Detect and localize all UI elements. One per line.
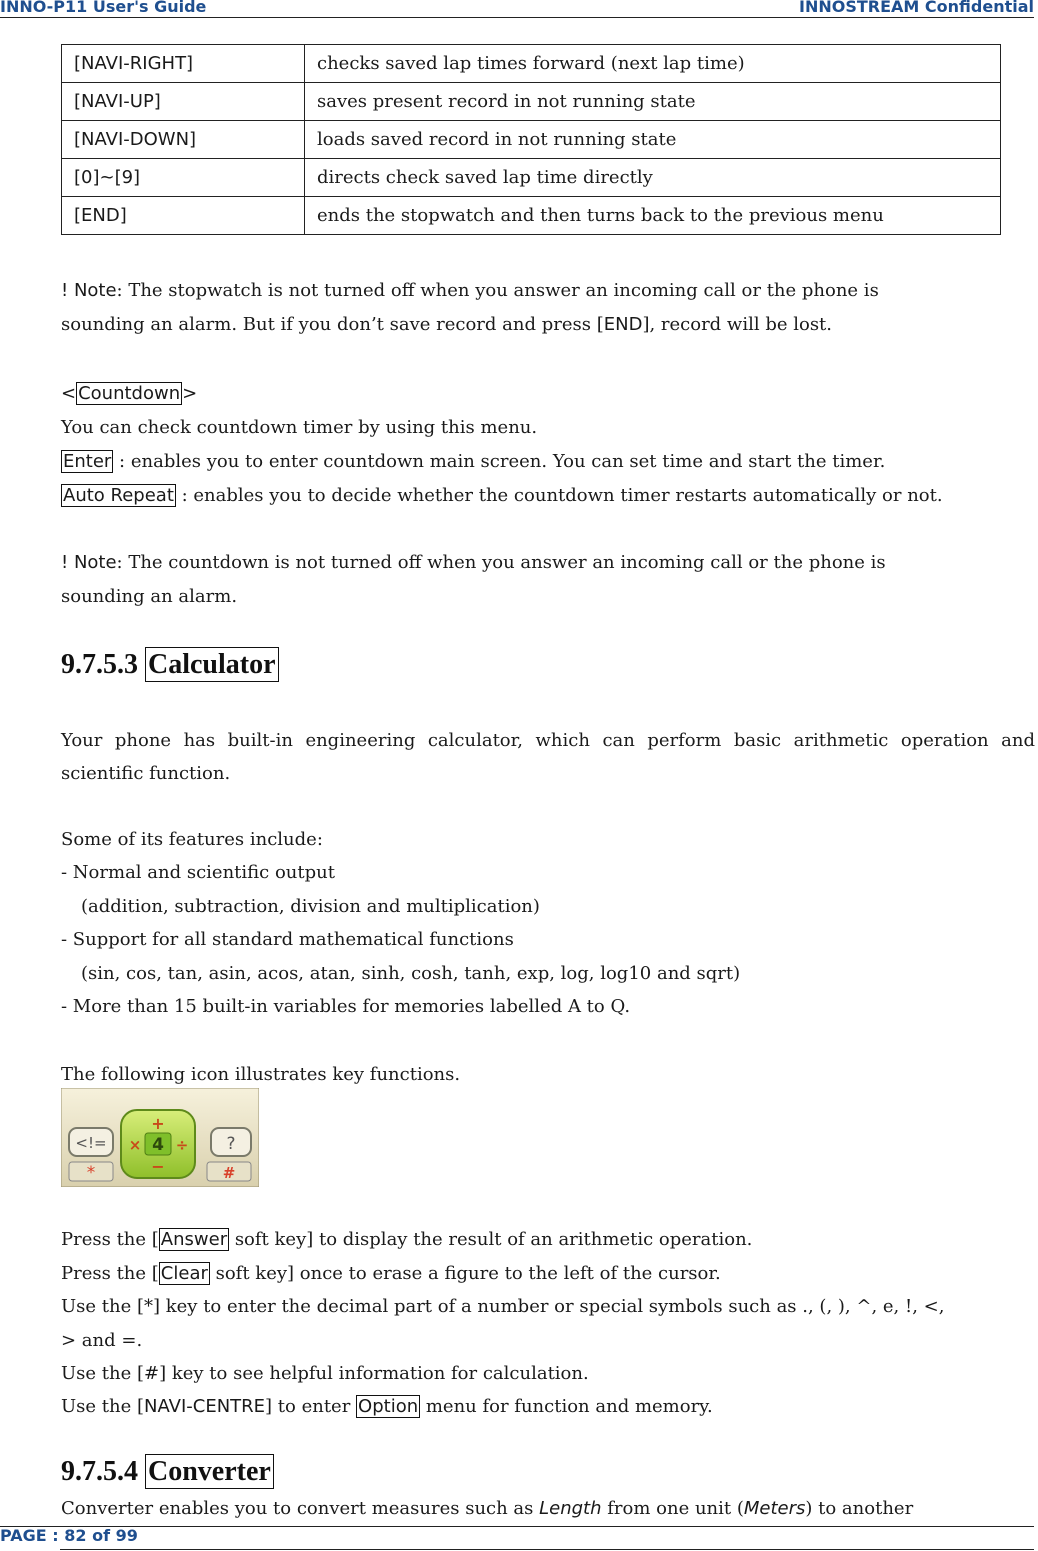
footer-rule [0,1526,1034,1527]
key-cell: [NAVI-UP] [62,83,305,121]
star-instruction-line1: Use the [*] key to enter the decimal part of a number or special symbols such as ., (, ), ^, e, !, <, [61,1296,945,1317]
key-cell: [NAVI-RIGHT] [62,45,305,83]
table-row [62,45,1001,83]
page-header [0,0,1034,18]
table-row [62,83,1001,121]
clear-softkey-label: Clear [160,1263,208,1284]
key-cell: [0]~[9] [62,159,305,197]
table-row [62,197,1001,235]
features-intro: Some of its features include: [61,829,323,850]
feature-item: - Normal and scientific output [61,862,335,883]
desc-cell: directs check saved lap time directly [305,159,1001,197]
note-countdown-line1: ! Note: The countdown is not turned off when you answer an incoming call or the phone is [61,552,886,573]
option-menu-label: Option [358,1396,419,1417]
desc-cell: saves present record in not running state [305,83,1001,121]
key-cell: [END] [62,197,305,235]
navi-instruction: Use the [NAVI-CENTRE] to enter Option menu for function and memory. [61,1396,713,1417]
answer-instruction: Press the [ Answer soft key] to display the result of an arithmetic operation. [61,1229,753,1250]
converter-intro: Converter enables you to convert measures such as Length from one unit (Meters) to another [61,1498,914,1519]
confidential-label: INNOSTREAM Confidential [799,0,1034,16]
star-instruction-line2: > and =. [61,1330,143,1351]
note-stopwatch-line1: ! Note: The stopwatch is not turned off when you answer an incoming call or the phone is [61,280,879,301]
hash-instruction: Use the [#] key to see helpful information for calculation. [61,1363,589,1384]
page-number: PAGE : 82 of 99 [0,1526,138,1545]
section-heading-calculator: 9.7.5.3 Calculator [61,648,279,682]
desc-cell: ends the stopwatch and then turns back to the previous menu [305,197,1001,235]
svg-text:<!=: <!= [75,1134,107,1152]
countdown-auto-repeat: Auto Repeat : enables you to decide whether the countdown timer restarts automatically or not. [63,485,943,506]
note-label: ! Note [61,280,117,301]
svg-text:?: ? [226,1134,236,1154]
feature-item: (sin, cos, tan, asin, acos, atan, sinh, cosh, tanh, exp, log, log10 and sqrt) [81,963,741,984]
feature-item: - Support for all standard mathematical functions [61,929,514,950]
countdown-enter: Enter : enables you to enter countdown main screen. You can set time and start the timer. [63,451,886,472]
key-cell: [NAVI-DOWN] [62,121,305,159]
feature-item: - More than 15 built-in variables for memories labelled A to Q. [61,996,631,1017]
auto-repeat-label: Auto Repeat [63,485,174,506]
countdown-intro: You can check countdown timer by using this menu. [61,417,538,438]
desc-cell: loads saved record in not running state [305,121,1001,159]
calculator-intro: Your phone has built-in engineering calculator, which can perform basic arithmetic operation and scientific function. [61,730,1035,784]
desc-cell: checks saved lap times forward (next lap time) [305,45,1001,83]
icon-intro: The following icon illustrates key functions. [61,1064,461,1085]
svg-text:*: * [86,1163,96,1183]
key-table [61,44,1001,235]
section-heading-converter: 9.7.5.4 Converter [61,1455,274,1489]
countdown-heading: < Countdown > [61,383,198,404]
answer-softkey-label: Answer [160,1229,228,1250]
note-countdown-line2: sounding an alarm. [61,586,238,607]
svg-text:+: + [151,1114,165,1133]
note-label: ! Note [61,552,117,573]
svg-text:−: − [151,1157,165,1176]
doc-title: INNO-P11 User's Guide [0,0,207,16]
svg-text:4: 4 [152,1135,164,1155]
clear-instruction: Press the [ Clear soft key] once to erase a figure to the left of the cursor. [61,1263,721,1284]
enter-menu-label: Enter [63,451,112,472]
note-stopwatch-line2: sounding an alarm. But if you don’t save record and press [END], record will be lost. [61,314,833,335]
table-row [62,121,1001,159]
svg-text:#: # [222,1164,236,1182]
footer-bottom-rule [60,1549,1034,1550]
table-row [62,159,1001,197]
svg-text:×: × [128,1136,142,1154]
svg-text:÷: ÷ [175,1136,189,1154]
feature-item: (addition, subtraction, division and multiplication) [81,896,540,917]
calculator-keys-icon [61,1088,259,1187]
